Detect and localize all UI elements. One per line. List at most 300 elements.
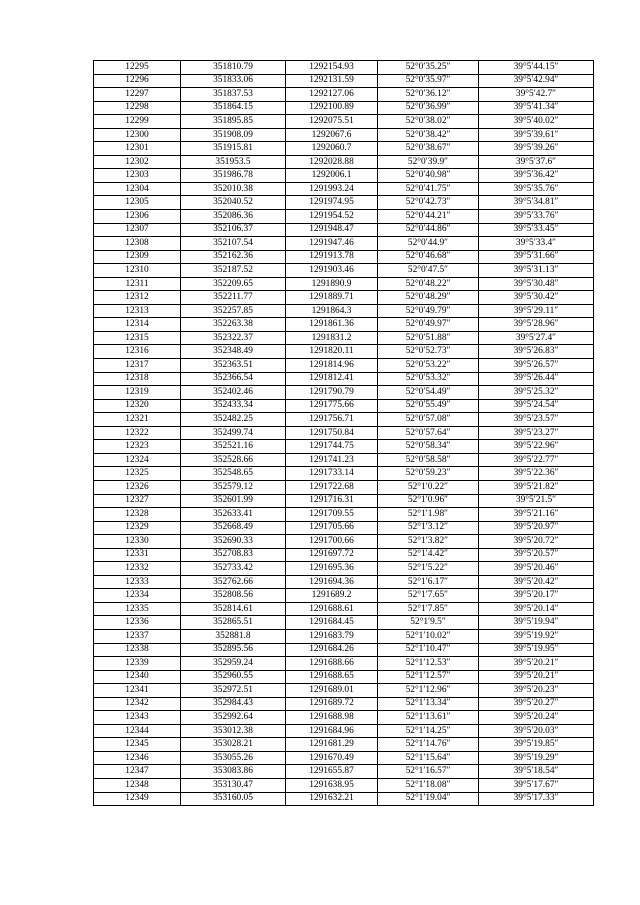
point-id-cell: 12340	[94, 670, 181, 684]
latitude-cell: 39°5′40.02″	[479, 115, 594, 129]
longitude-cell: 52°1′5.22″	[378, 562, 479, 576]
table-row	[94, 467, 594, 481]
x-coordinate-cell: 352499.74	[181, 426, 286, 440]
table-row	[94, 711, 594, 725]
longitude-cell: 52°0′36.12″	[378, 88, 479, 102]
x-coordinate-cell: 352528.66	[181, 453, 286, 467]
longitude-cell: 52°0′57.64″	[378, 426, 479, 440]
table-row	[94, 453, 594, 467]
point-id-cell: 12324	[94, 453, 181, 467]
table-row	[94, 277, 594, 291]
point-id-cell: 12326	[94, 480, 181, 494]
point-id-cell: 12341	[94, 684, 181, 698]
x-coordinate-cell: 353055.26	[181, 751, 286, 765]
y-coordinate-cell: 1291790.79	[286, 386, 378, 400]
latitude-cell: 39°5′21.82″	[479, 480, 594, 494]
point-id-cell: 12319	[94, 386, 181, 400]
point-id-cell: 12311	[94, 277, 181, 291]
point-id-cell: 12297	[94, 88, 181, 102]
y-coordinate-cell: 1291716.31	[286, 494, 378, 508]
latitude-cell: 39°5′22.96″	[479, 440, 594, 454]
table-row	[94, 182, 594, 196]
point-id-cell: 12344	[94, 724, 181, 738]
latitude-cell: 39°5′20.14″	[479, 602, 594, 616]
y-coordinate-cell: 1291903.46	[286, 264, 378, 278]
y-coordinate-cell: 1292006.1	[286, 169, 378, 183]
y-coordinate-cell: 1291697.72	[286, 548, 378, 562]
x-coordinate-cell: 353160.05	[181, 792, 286, 806]
longitude-cell: 52°0′42.73″	[378, 196, 479, 210]
longitude-cell: 52°0′48.22″	[378, 277, 479, 291]
latitude-cell: 39°5′33.76″	[479, 210, 594, 224]
point-id-cell: 12295	[94, 61, 181, 75]
longitude-cell: 52°0′59.23″	[378, 467, 479, 481]
longitude-cell: 52°1′10.47″	[378, 643, 479, 657]
longitude-cell: 52°0′35.25″	[378, 61, 479, 75]
latitude-cell: 39°5′22.77″	[479, 453, 594, 467]
latitude-cell: 39°5′23.27″	[479, 426, 594, 440]
x-coordinate-cell: 352762.66	[181, 575, 286, 589]
y-coordinate-cell: 1291632.21	[286, 792, 378, 806]
latitude-cell: 39°5′23.57″	[479, 413, 594, 427]
latitude-cell: 39°5′41.34″	[479, 101, 594, 115]
point-id-cell: 12301	[94, 142, 181, 156]
x-coordinate-cell: 352668.49	[181, 521, 286, 535]
y-coordinate-cell: 1291954.52	[286, 210, 378, 224]
x-coordinate-cell: 351986.78	[181, 169, 286, 183]
x-coordinate-cell: 352548.65	[181, 467, 286, 481]
y-coordinate-cell: 1291775.66	[286, 399, 378, 413]
point-id-cell: 12314	[94, 318, 181, 332]
longitude-cell: 52°1′6.17″	[378, 575, 479, 589]
x-coordinate-cell: 352106.37	[181, 223, 286, 237]
point-id-cell: 12309	[94, 250, 181, 264]
latitude-cell: 39°5′17.33″	[479, 792, 594, 806]
table-row	[94, 494, 594, 508]
y-coordinate-cell: 1291812.41	[286, 372, 378, 386]
longitude-cell: 52°0′49.79″	[378, 304, 479, 318]
table-row	[94, 657, 594, 671]
table-row	[94, 562, 594, 576]
x-coordinate-cell: 352521.16	[181, 440, 286, 454]
table-row	[94, 751, 594, 765]
latitude-cell: 39°5′35.76″	[479, 182, 594, 196]
table-row	[94, 765, 594, 779]
table-row	[94, 304, 594, 318]
x-coordinate-cell: 352040.52	[181, 196, 286, 210]
latitude-cell: 39°5′26.44″	[479, 372, 594, 386]
x-coordinate-cell: 352257.85	[181, 304, 286, 318]
point-id-cell: 12310	[94, 264, 181, 278]
x-coordinate-cell: 352984.43	[181, 697, 286, 711]
latitude-cell: 39°5′22.36″	[479, 467, 594, 481]
x-coordinate-cell: 352579.12	[181, 480, 286, 494]
table-row	[94, 169, 594, 183]
latitude-cell: 39°5′20.23″	[479, 684, 594, 698]
longitude-cell: 52°0′48.29″	[378, 291, 479, 305]
longitude-cell: 52°0′54.49″	[378, 386, 479, 400]
longitude-cell: 52°0′38.42″	[378, 128, 479, 142]
longitude-cell: 52°0′58.34″	[378, 440, 479, 454]
point-id-cell: 12296	[94, 74, 181, 88]
x-coordinate-cell: 353083.86	[181, 765, 286, 779]
longitude-cell: 52°1′12.57″	[378, 670, 479, 684]
point-id-cell: 12342	[94, 697, 181, 711]
latitude-cell: 39°5′34.81″	[479, 196, 594, 210]
x-coordinate-cell: 351895.85	[181, 115, 286, 129]
table-row	[94, 142, 594, 156]
x-coordinate-cell: 352881.8	[181, 629, 286, 643]
point-id-cell: 12305	[94, 196, 181, 210]
table-row	[94, 115, 594, 129]
longitude-cell: 52°0′47.5″	[378, 264, 479, 278]
longitude-cell: 52°0′44.21″	[378, 210, 479, 224]
point-id-cell: 12349	[94, 792, 181, 806]
x-coordinate-cell: 352601.99	[181, 494, 286, 508]
longitude-cell: 52°1′15.64″	[378, 751, 479, 765]
point-id-cell: 12302	[94, 155, 181, 169]
x-coordinate-cell: 352895.56	[181, 643, 286, 657]
latitude-cell: 39°5′39.26″	[479, 142, 594, 156]
longitude-cell: 52°1′19.04″	[378, 792, 479, 806]
y-coordinate-cell: 1291684.45	[286, 616, 378, 630]
y-coordinate-cell: 1291700.66	[286, 535, 378, 549]
latitude-cell: 39°5′25.32″	[479, 386, 594, 400]
y-coordinate-cell: 1291722.68	[286, 480, 378, 494]
y-coordinate-cell: 1291694.36	[286, 575, 378, 589]
x-coordinate-cell: 352348.49	[181, 345, 286, 359]
longitude-cell: 52°1′1.98″	[378, 508, 479, 522]
latitude-cell: 39°5′20.21″	[479, 670, 594, 684]
latitude-cell: 39°5′19.92″	[479, 629, 594, 643]
point-id-cell: 12333	[94, 575, 181, 589]
latitude-cell: 39°5′37.6″	[479, 155, 594, 169]
longitude-cell: 52°1′12.53″	[378, 657, 479, 671]
y-coordinate-cell: 1291709.55	[286, 508, 378, 522]
longitude-cell: 52°0′51.88″	[378, 331, 479, 345]
longitude-cell: 52°0′36.99″	[378, 101, 479, 115]
longitude-cell: 52°1′3.12″	[378, 521, 479, 535]
x-coordinate-cell: 352263.38	[181, 318, 286, 332]
table-row	[94, 210, 594, 224]
latitude-cell: 39°5′31.13″	[479, 264, 594, 278]
longitude-cell: 52°0′55.49″	[378, 399, 479, 413]
y-coordinate-cell: 1291947.46	[286, 237, 378, 251]
latitude-cell: 39°5′21.5″	[479, 494, 594, 508]
longitude-cell: 52°0′35.97″	[378, 74, 479, 88]
x-coordinate-cell: 352402.46	[181, 386, 286, 400]
latitude-cell: 39°5′18.54″	[479, 765, 594, 779]
y-coordinate-cell: 1291689.01	[286, 684, 378, 698]
x-coordinate-cell: 352433.34	[181, 399, 286, 413]
point-id-cell: 12323	[94, 440, 181, 454]
y-coordinate-cell: 1291689.72	[286, 697, 378, 711]
x-coordinate-cell: 352733.42	[181, 562, 286, 576]
point-id-cell: 12336	[94, 616, 181, 630]
table-row	[94, 359, 594, 373]
table-row	[94, 223, 594, 237]
point-id-cell: 12312	[94, 291, 181, 305]
point-id-cell: 12299	[94, 115, 181, 129]
point-id-cell: 12316	[94, 345, 181, 359]
longitude-cell: 52°1′16.57″	[378, 765, 479, 779]
x-coordinate-cell: 352086.36	[181, 210, 286, 224]
x-coordinate-cell: 352363.51	[181, 359, 286, 373]
point-id-cell: 12315	[94, 331, 181, 345]
longitude-cell: 52°0′44.86″	[378, 223, 479, 237]
point-id-cell: 12348	[94, 778, 181, 792]
y-coordinate-cell: 1291831.2	[286, 331, 378, 345]
y-coordinate-cell: 1291750.84	[286, 426, 378, 440]
y-coordinate-cell: 1291741.23	[286, 453, 378, 467]
y-coordinate-cell: 1291655.87	[286, 765, 378, 779]
table-row	[94, 372, 594, 386]
latitude-cell: 39°5′20.27″	[479, 697, 594, 711]
table-row	[94, 602, 594, 616]
table-row	[94, 426, 594, 440]
x-coordinate-cell: 351837.53	[181, 88, 286, 102]
latitude-cell: 39°5′30.48″	[479, 277, 594, 291]
x-coordinate-cell: 351864.15	[181, 101, 286, 115]
coordinate-table-body	[94, 61, 594, 806]
latitude-cell: 39°5′19.85″	[479, 738, 594, 752]
y-coordinate-cell: 1291683.79	[286, 629, 378, 643]
y-coordinate-cell: 1291733.14	[286, 467, 378, 481]
table-row	[94, 88, 594, 102]
table-row	[94, 74, 594, 88]
table-row	[94, 386, 594, 400]
point-id-cell: 12298	[94, 101, 181, 115]
point-id-cell: 12322	[94, 426, 181, 440]
table-row	[94, 345, 594, 359]
latitude-cell: 39°5′27.4″	[479, 331, 594, 345]
x-coordinate-cell: 351953.5	[181, 155, 286, 169]
latitude-cell: 39°5′20.46″	[479, 562, 594, 576]
latitude-cell: 39°5′39.61″	[479, 128, 594, 142]
longitude-cell: 52°0′38.67″	[378, 142, 479, 156]
latitude-cell: 39°5′20.03″	[479, 724, 594, 738]
latitude-cell: 39°5′19.95″	[479, 643, 594, 657]
point-id-cell: 12346	[94, 751, 181, 765]
x-coordinate-cell: 352162.36	[181, 250, 286, 264]
x-coordinate-cell: 351833.06	[181, 74, 286, 88]
latitude-cell: 39°5′19.94″	[479, 616, 594, 630]
longitude-cell: 52°1′9.5″	[378, 616, 479, 630]
longitude-cell: 52°1′0.96″	[378, 494, 479, 508]
x-coordinate-cell: 351810.79	[181, 61, 286, 75]
longitude-cell: 52°0′38.02″	[378, 115, 479, 129]
table-row	[94, 548, 594, 562]
table-row	[94, 629, 594, 643]
point-id-cell: 12313	[94, 304, 181, 318]
table-row	[94, 101, 594, 115]
latitude-cell: 39°5′29.11″	[479, 304, 594, 318]
latitude-cell: 39°5′44.15″	[479, 61, 594, 75]
x-coordinate-cell: 351915.81	[181, 142, 286, 156]
point-id-cell: 12300	[94, 128, 181, 142]
table-row	[94, 792, 594, 806]
table-row	[94, 291, 594, 305]
longitude-cell: 52°0′58.58″	[378, 453, 479, 467]
table-row	[94, 399, 594, 413]
point-id-cell: 12332	[94, 562, 181, 576]
table-row	[94, 724, 594, 738]
y-coordinate-cell: 1291889.71	[286, 291, 378, 305]
point-id-cell: 12317	[94, 359, 181, 373]
x-coordinate-cell: 353130.47	[181, 778, 286, 792]
y-coordinate-cell: 1292154.93	[286, 61, 378, 75]
point-id-cell: 12339	[94, 657, 181, 671]
x-coordinate-cell: 353012.38	[181, 724, 286, 738]
latitude-cell: 39°5′21.16″	[479, 508, 594, 522]
x-coordinate-cell: 352482.25	[181, 413, 286, 427]
table-row	[94, 250, 594, 264]
latitude-cell: 39°5′42.7″	[479, 88, 594, 102]
table-row	[94, 521, 594, 535]
y-coordinate-cell: 1291689.2	[286, 589, 378, 603]
latitude-cell: 39°5′26.83″	[479, 345, 594, 359]
y-coordinate-cell: 1291820.11	[286, 345, 378, 359]
longitude-cell: 52°0′53.32″	[378, 372, 479, 386]
point-id-cell: 12327	[94, 494, 181, 508]
table-row	[94, 535, 594, 549]
table-row	[94, 616, 594, 630]
table-row	[94, 61, 594, 75]
x-coordinate-cell: 352960.55	[181, 670, 286, 684]
point-id-cell: 12318	[94, 372, 181, 386]
latitude-cell: 39°5′20.57″	[479, 548, 594, 562]
y-coordinate-cell: 1291688.98	[286, 711, 378, 725]
y-coordinate-cell: 1292060.7	[286, 142, 378, 156]
table-row	[94, 237, 594, 251]
longitude-cell: 52°0′39.9″	[378, 155, 479, 169]
longitude-cell: 52°0′57.08″	[378, 413, 479, 427]
y-coordinate-cell: 1291681.29	[286, 738, 378, 752]
y-coordinate-cell: 1291913.78	[286, 250, 378, 264]
y-coordinate-cell: 1291684.26	[286, 643, 378, 657]
latitude-cell: 39°5′36.42″	[479, 169, 594, 183]
y-coordinate-cell: 1291688.66	[286, 657, 378, 671]
point-id-cell: 12308	[94, 237, 181, 251]
y-coordinate-cell: 1291948.47	[286, 223, 378, 237]
x-coordinate-cell: 352209.65	[181, 277, 286, 291]
longitude-cell: 52°1′7.65″	[378, 589, 479, 603]
longitude-cell: 52°1′14.76″	[378, 738, 479, 752]
y-coordinate-cell: 1291684.96	[286, 724, 378, 738]
y-coordinate-cell: 1292075.51	[286, 115, 378, 129]
table-row	[94, 480, 594, 494]
x-coordinate-cell: 352633.41	[181, 508, 286, 522]
y-coordinate-cell: 1291864.3	[286, 304, 378, 318]
y-coordinate-cell: 1292100.89	[286, 101, 378, 115]
longitude-cell: 52°0′49.97″	[378, 318, 479, 332]
x-coordinate-cell: 352814.61	[181, 602, 286, 616]
latitude-cell: 39°5′20.42″	[479, 575, 594, 589]
x-coordinate-cell: 352808.56	[181, 589, 286, 603]
x-coordinate-cell: 352708.83	[181, 548, 286, 562]
latitude-cell: 39°5′31.66″	[479, 250, 594, 264]
table-row	[94, 413, 594, 427]
point-id-cell: 12303	[94, 169, 181, 183]
y-coordinate-cell: 1291688.65	[286, 670, 378, 684]
latitude-cell: 39°5′19.29″	[479, 751, 594, 765]
y-coordinate-cell: 1292028.88	[286, 155, 378, 169]
y-coordinate-cell: 1291695.36	[286, 562, 378, 576]
x-coordinate-cell: 352690.33	[181, 535, 286, 549]
x-coordinate-cell: 352187.52	[181, 264, 286, 278]
table-row	[94, 264, 594, 278]
latitude-cell: 39°5′26.57″	[479, 359, 594, 373]
y-coordinate-cell: 1292127.06	[286, 88, 378, 102]
latitude-cell: 39°5′17.67″	[479, 778, 594, 792]
latitude-cell: 39°5′30.42″	[479, 291, 594, 305]
table-row	[94, 697, 594, 711]
x-coordinate-cell: 352010.38	[181, 182, 286, 196]
latitude-cell: 39°5′20.17″	[479, 589, 594, 603]
x-coordinate-cell: 352366.54	[181, 372, 286, 386]
y-coordinate-cell: 1291744.75	[286, 440, 378, 454]
table-row	[94, 643, 594, 657]
longitude-cell: 52°1′7.85″	[378, 602, 479, 616]
y-coordinate-cell: 1291861.36	[286, 318, 378, 332]
x-coordinate-cell: 352865.51	[181, 616, 286, 630]
point-id-cell: 12338	[94, 643, 181, 657]
point-id-cell: 12337	[94, 629, 181, 643]
point-id-cell: 12329	[94, 521, 181, 535]
y-coordinate-cell: 1291993.24	[286, 182, 378, 196]
longitude-cell: 52°1′14.25″	[378, 724, 479, 738]
y-coordinate-cell: 1291974.95	[286, 196, 378, 210]
y-coordinate-cell: 1291670.49	[286, 751, 378, 765]
longitude-cell: 52°1′18.08″	[378, 778, 479, 792]
point-id-cell: 12335	[94, 602, 181, 616]
latitude-cell: 39°5′20.72″	[479, 535, 594, 549]
latitude-cell: 39°5′33.45″	[479, 223, 594, 237]
table-row	[94, 684, 594, 698]
table-row	[94, 508, 594, 522]
x-coordinate-cell: 352322.37	[181, 331, 286, 345]
x-coordinate-cell: 352211.77	[181, 291, 286, 305]
y-coordinate-cell: 1292131.59	[286, 74, 378, 88]
table-row	[94, 738, 594, 752]
y-coordinate-cell: 1291756.71	[286, 413, 378, 427]
latitude-cell: 39°5′20.24″	[479, 711, 594, 725]
table-row	[94, 318, 594, 332]
longitude-cell: 52°1′10.02″	[378, 629, 479, 643]
latitude-cell: 39°5′20.21″	[479, 657, 594, 671]
y-coordinate-cell: 1291890.9	[286, 277, 378, 291]
y-coordinate-cell: 1291638.95	[286, 778, 378, 792]
point-id-cell: 12343	[94, 711, 181, 725]
x-coordinate-cell: 352992.64	[181, 711, 286, 725]
longitude-cell: 52°0′40.98″	[378, 169, 479, 183]
table-row	[94, 128, 594, 142]
table-row	[94, 589, 594, 603]
longitude-cell: 52°1′4.42″	[378, 548, 479, 562]
table-row	[94, 331, 594, 345]
coordinate-table	[93, 60, 594, 806]
latitude-cell: 39°5′24.54″	[479, 399, 594, 413]
table-row	[94, 440, 594, 454]
table-row	[94, 778, 594, 792]
longitude-cell: 52°1′3.82″	[378, 535, 479, 549]
y-coordinate-cell: 1292067.6	[286, 128, 378, 142]
point-id-cell: 12331	[94, 548, 181, 562]
point-id-cell: 12345	[94, 738, 181, 752]
table-row	[94, 155, 594, 169]
point-id-cell: 12347	[94, 765, 181, 779]
point-id-cell: 12307	[94, 223, 181, 237]
